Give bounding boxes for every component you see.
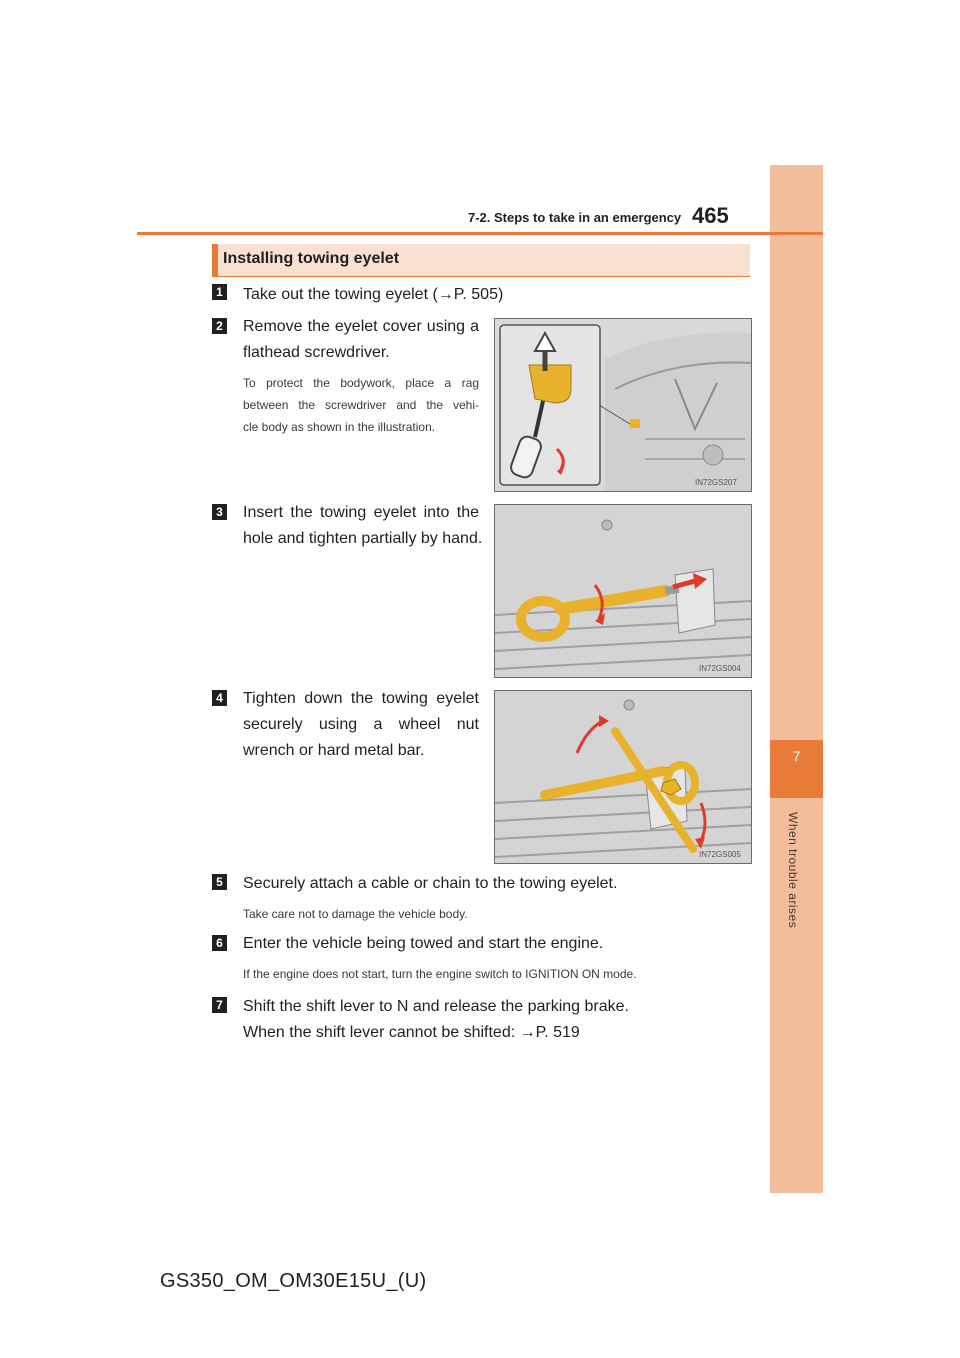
towing-eyelet-insert-illustration	[495, 505, 751, 677]
step-number-2: 2	[212, 318, 227, 334]
section-title: Installing towing eyelet	[223, 250, 400, 267]
towing-eyelet-tighten-illustration	[495, 691, 751, 863]
manual-code-footer: GS350_OM_OM30E15U_(U)	[160, 1270, 427, 1292]
step-4-line-3: wrench or hard metal bar.	[243, 742, 425, 759]
step-5-note: Take care not to damage the vehicle body.	[243, 907, 468, 921]
step-4-line-1: Tighten down the towing eyelet	[243, 690, 479, 707]
step-2-line-2: flathead screwdriver.	[243, 344, 390, 361]
header-section-title: 7-2. Steps to take in an emergency	[468, 210, 682, 225]
step-2-note-line-3: cle body as shown in the illustration.	[243, 420, 436, 434]
step-5-text: Securely attach a cable or chain to the towing eyelet.	[243, 875, 618, 892]
chapter-number: 7	[792, 748, 801, 764]
figure-code-2: IN72GS207	[695, 478, 737, 487]
figure-code-4: IN72GS005	[699, 850, 741, 859]
step-number-6: 6	[212, 935, 227, 951]
section-title-accent	[212, 244, 218, 276]
step-7-line-2: When the shift lever cannot be shifted: →P. 519	[243, 1024, 580, 1041]
step-number-1: 1	[212, 284, 227, 300]
step-3-line-1: Insert the towing eyelet into the	[243, 504, 479, 521]
step-6-text: Enter the vehicle being towed and start the engine.	[243, 935, 604, 952]
step-1-text: Take out the towing eyelet (→P. 505)	[243, 286, 504, 303]
figure-code-3: IN72GS004	[699, 664, 741, 673]
step-3-line-2: hole and tighten partially by hand.	[243, 530, 483, 547]
step-6-note: If the engine does not start, turn the engine switch to IGNITION ON mode.	[243, 967, 637, 981]
figure-tighten-towing-eyelet	[494, 690, 752, 864]
step-number-4: 4	[212, 690, 227, 706]
step-4-line-2: securely using a wheel nut	[243, 716, 479, 733]
step-2-line-1: Remove the eyelet cover using a	[243, 318, 479, 335]
step-number-5: 5	[212, 874, 227, 890]
car-front-cover-illustration	[495, 319, 751, 491]
step-2-note-line-2: between the screwdriver and the vehi-	[243, 398, 479, 412]
header-divider	[137, 232, 823, 235]
chapter-side-tab	[770, 165, 823, 1193]
step-7-line-1: Shift the shift lever to N and release the parking brake.	[243, 998, 629, 1015]
step-number-3: 3	[212, 504, 227, 520]
figure-remove-eyelet-cover	[494, 318, 752, 492]
figure-insert-towing-eyelet	[494, 504, 752, 678]
chapter-title: When trouble arises	[786, 812, 800, 929]
page-number: 465	[692, 203, 729, 228]
step-number-7: 7	[212, 997, 227, 1013]
section-divider	[212, 276, 750, 277]
step-2-note-line-1: To protect the bodywork, place a rag	[243, 376, 479, 390]
